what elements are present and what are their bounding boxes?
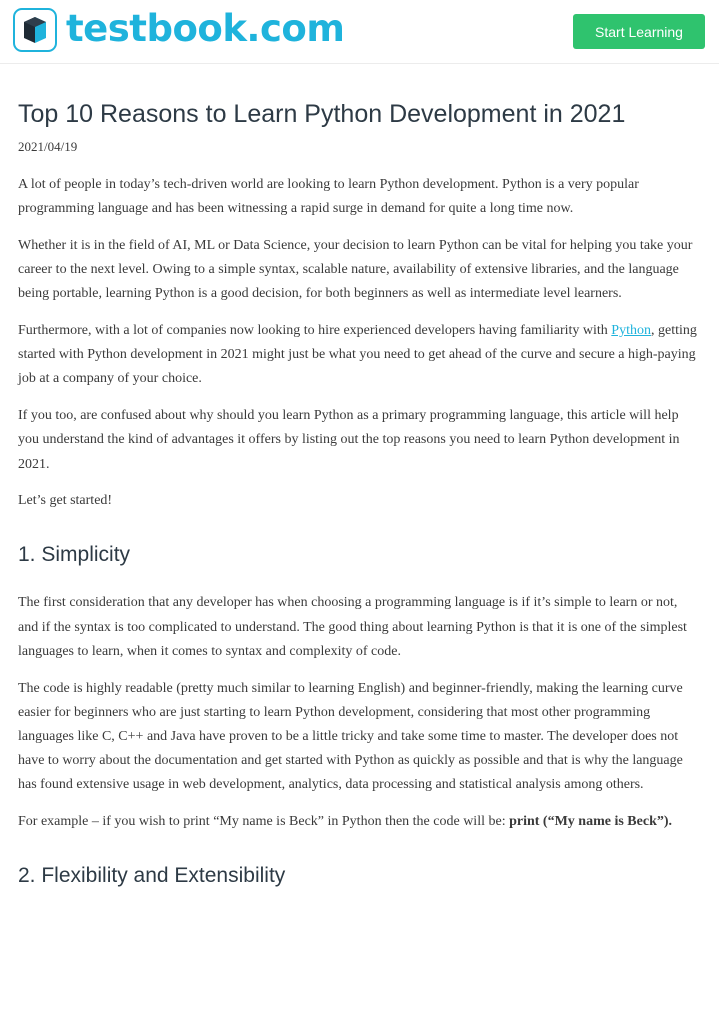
paragraph-text: For example – if you wish to print “My name is Beck” in Python then the code will be: [18, 814, 510, 830]
python-link[interactable]: Python [611, 323, 651, 339]
paragraph-simplicity-1: The first consideration that any developer has when choosing a programming language is if it’s simple to learn or not, and if the syntax is too complicated to understand. The good thing about learning Python is that it is one of the simplest languages to learn, when it comes to syntax and complexity of code. [18, 595, 687, 659]
paragraph-simplicity-3 [18, 810, 701, 834]
logo-text: testbook.com [66, 6, 345, 50]
paragraph-simplicity-2: The code is highly readable (pretty much similar to learning English) and beginner-friendly, making the learning curve easier for beginners who are just starting to learn Python development, considering that most other programming languages like C, C++ and Java have proven to be a little tricky and take some time to master. The developer does not have to worry about the documentation and get started with Python as quickly as possible and that is why the language has found extensive usage in web development, analytics, data processing and statistical analysis among others. [18, 680, 683, 793]
paragraph-intro-4: If you too, are confused about why should you learn Python as a primary programming language, this article will help you understand the kind of advantages it offers by listing out the top reasons you need to learn Python development in 2021. [18, 408, 680, 472]
section-heading-flexibility: 2. Flexibility and Extensibility [18, 864, 286, 888]
site-header [0, 0, 719, 64]
paragraph-text: Furthermore, with a lot of companies now looking to hire experienced developers having familiarity with [18, 323, 612, 339]
paragraph-text: , getting started with Python development in 2021 might just be what you need to get ahead of the curve and secure a high-paying job at a company of your choice. [18, 323, 697, 387]
site-logo[interactable] [13, 8, 344, 52]
paragraph-intro-1: A lot of people in today’s tech-driven world are looking to learn Python development. Python is a very popular programming language and has been witnessing a rapid surge in demand for quite a long time now. [18, 177, 639, 217]
testbook-logo-icon [13, 8, 57, 52]
paragraph-intro-2: Whether it is in the field of AI, ML or Data Science, your decision to learn Python can be vital for helping you take your career to the next level. Owing to a simple syntax, scalable nature, availability of extensive libraries, and the language being portable, learning Python is a good decision, for both beginners as well as intermediate level learners. [18, 237, 693, 302]
article-title: Top 10 Reasons to Learn Python Development in 2021 [18, 100, 626, 128]
article [0, 99, 719, 889]
code-example: print (“My name is Beck”). [509, 814, 673, 830]
publish-date: 2021/04/19 [18, 139, 78, 154]
start-learning-button[interactable]: Start Learning [573, 14, 705, 49]
paragraph-intro-3 [18, 319, 701, 392]
paragraph-intro-5: Let’s get started! [18, 493, 113, 509]
section-heading-simplicity: 1. Simplicity [18, 543, 131, 567]
